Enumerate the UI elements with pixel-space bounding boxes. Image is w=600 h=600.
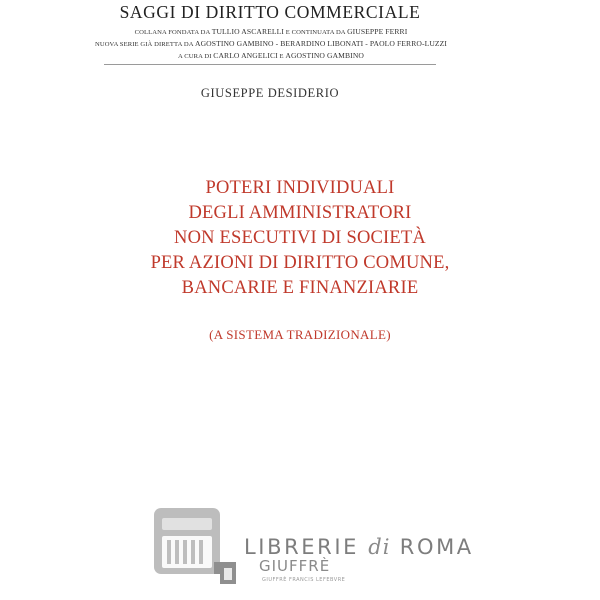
book-title-line: NON ESECUTIVI DI SOCIETÀ bbox=[174, 228, 426, 248]
series-continued-label: E CONTINUATA DA bbox=[285, 29, 346, 36]
series-former-directors-line bbox=[86, 39, 456, 48]
watermark-name-part2: di bbox=[368, 535, 391, 559]
book-title-line: DEGLI AMMINISTRATORI bbox=[188, 203, 412, 223]
series-editors-conjunction: E bbox=[279, 53, 284, 60]
series-former-directors-names: AGOSTINO GAMBINO - BERARDINO LIBONATI - PAOLO FERRO-LUZZI bbox=[195, 39, 448, 48]
watermark-tagline: GIUFFRÈ FRANCIS LEFEBVRE bbox=[262, 577, 346, 583]
series-founders-line bbox=[86, 27, 456, 36]
series-former-directors-label: NUOVA SERIE GIÀ DIRETTA DA bbox=[94, 41, 194, 48]
bookstore-logo-icon bbox=[154, 502, 238, 586]
watermark-bookstore-name bbox=[244, 535, 474, 559]
header-divider bbox=[104, 64, 436, 65]
series-editor-name-2: AGOSTINO GAMBINO bbox=[285, 51, 364, 60]
series-continuer-name: GIUSEPPE FERRI bbox=[347, 27, 408, 36]
book-subtitle: (A SISTEMA TRADIZIONALE) bbox=[209, 327, 391, 342]
book-title bbox=[100, 176, 500, 301]
watermark-brand: GIUFFRÈ bbox=[259, 557, 331, 575]
series-editors-line bbox=[86, 51, 456, 60]
book-title-line: POTERI INDIVIDUALI bbox=[205, 178, 395, 198]
book-title-line: BANCARIE E FINANZIARIE bbox=[181, 278, 419, 298]
series-editors-label: A CURA DI bbox=[178, 53, 212, 60]
series-founder-name: TULLIO ASCARELLI bbox=[211, 27, 284, 36]
book-title-line: PER AZIONI DI DIRITTO COMUNE, bbox=[150, 253, 450, 273]
author-name: GIUSEPPE DESIDERIO bbox=[200, 86, 340, 100]
watermark-name-part1: LIBRERIE bbox=[244, 535, 360, 559]
series-title: SAGGI DI DIRITTO COMMERCIALE bbox=[119, 2, 421, 22]
watermark-name-part3: ROMA bbox=[399, 535, 474, 559]
series-founded-label: COLLANA FONDATA DA bbox=[134, 29, 210, 36]
series-editor-name-1: CARLO ANGELICI bbox=[213, 51, 278, 60]
